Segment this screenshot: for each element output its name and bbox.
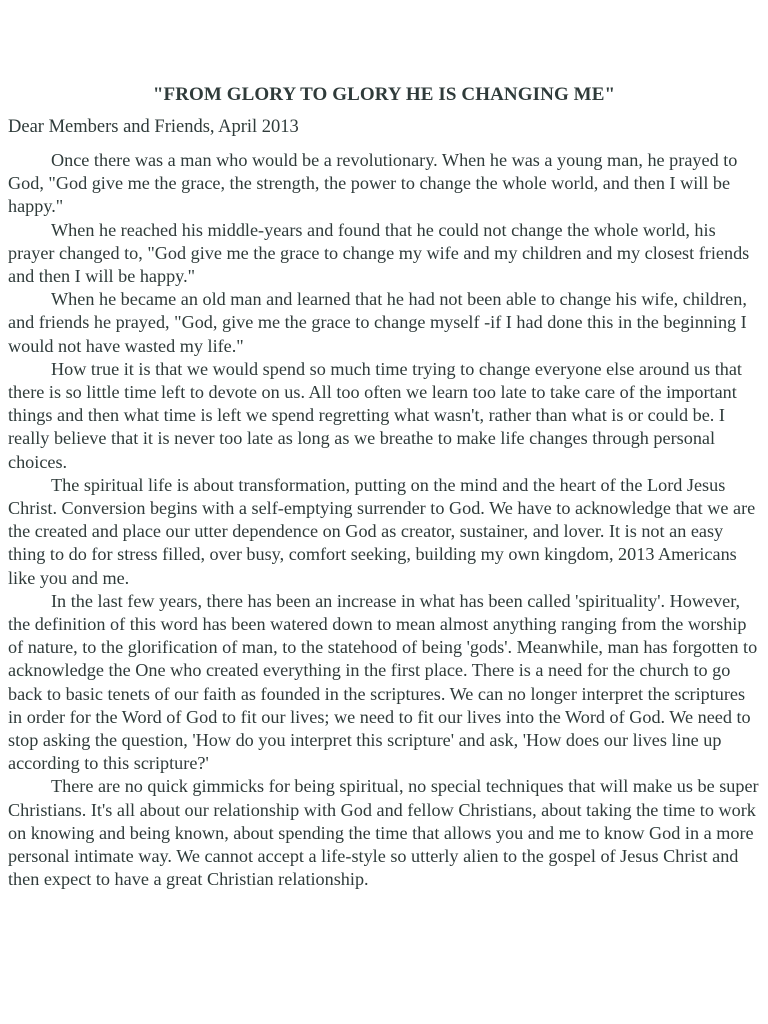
salutation-line: Dear Members and Friends, April 2013 (8, 117, 299, 137)
letter-title: "FROM GLORY TO GLORY HE IS CHANGING ME" (152, 84, 616, 105)
paragraph-middle-years: When he reached his middle-years and found that he could not change the whole world, his prayer changed to, "God give me the grace to change my wife and my children and my closest friends and then I will be happy." (8, 219, 750, 287)
paragraph-old-man: When he became an old man and learned that he had not been able to change his wife, children, and friends he prayed, "God, give me the grace to change myself -if I had done this in the beginning I would not have wasted my life." (8, 289, 747, 356)
paragraph-revolutionary: Once there was a man who would be a revolutionary. When he was a young man, he prayed to God, "God give me the grace, the strength, the power to change the whole world, and then I will be happy." (8, 150, 738, 217)
paragraph-spiritual-life: The spiritual life is about transformation, putting on the mind and the heart of the Lord Jesus Christ. Conversion begins with a self-emptying surrender to God. We have to acknowledge that we are the created and place our utter dependence on God as creator, sustainer, and lover. It is not an easy thing to do for stress filled, over busy, comfort seeking, building my own kingdom, 2013 Americans like you and me. (8, 474, 756, 588)
paragraph-spirituality: In the last few years, there has been an increase in what has been called 'spirituality'. However, the definition of this word has been watered down to mean almost anything ranging from the worship of nature, to the glorification of man, to the statehood of being 'gods'. Meanwhile, man has forgotten to acknowledge the One who created everything in the first place. There is a need for the church to go back to basic tenets of our faith as founded in the scriptures. We can no longer interpret the scriptures in order for the Word of God to fit our lives; we need to fit our lives into the Word of God. We need to stop asking the question, 'How do you interpret this scripture' and ask, 'How does our lives line up according to this scripture?' (8, 590, 758, 774)
paragraph-how-true: How true it is that we would spend so much time trying to change everyone else around us that there is so little time left to devote on us. All too often we learn too late to take care of the important things and then what time is left we spend regretting what wasn't, rather than what is or could be. I really believe that it is never too late as long as we breathe to make life changes through personal choices. (8, 358, 742, 472)
letter-body (8, 149, 762, 892)
paragraph-no-gimmicks: There are no quick gimmicks for being spiritual, no special techniques that will make us be super Christians. It's all about our relationship with God and fellow Christians, about taking the time to work on knowing and being known, about spending the time that allows you and me to know God in a more personal intimate way. We cannot accept a life-style so utterly alien to the gospel of Jesus Christ and then expect to have a great Christian relationship. (8, 776, 759, 890)
